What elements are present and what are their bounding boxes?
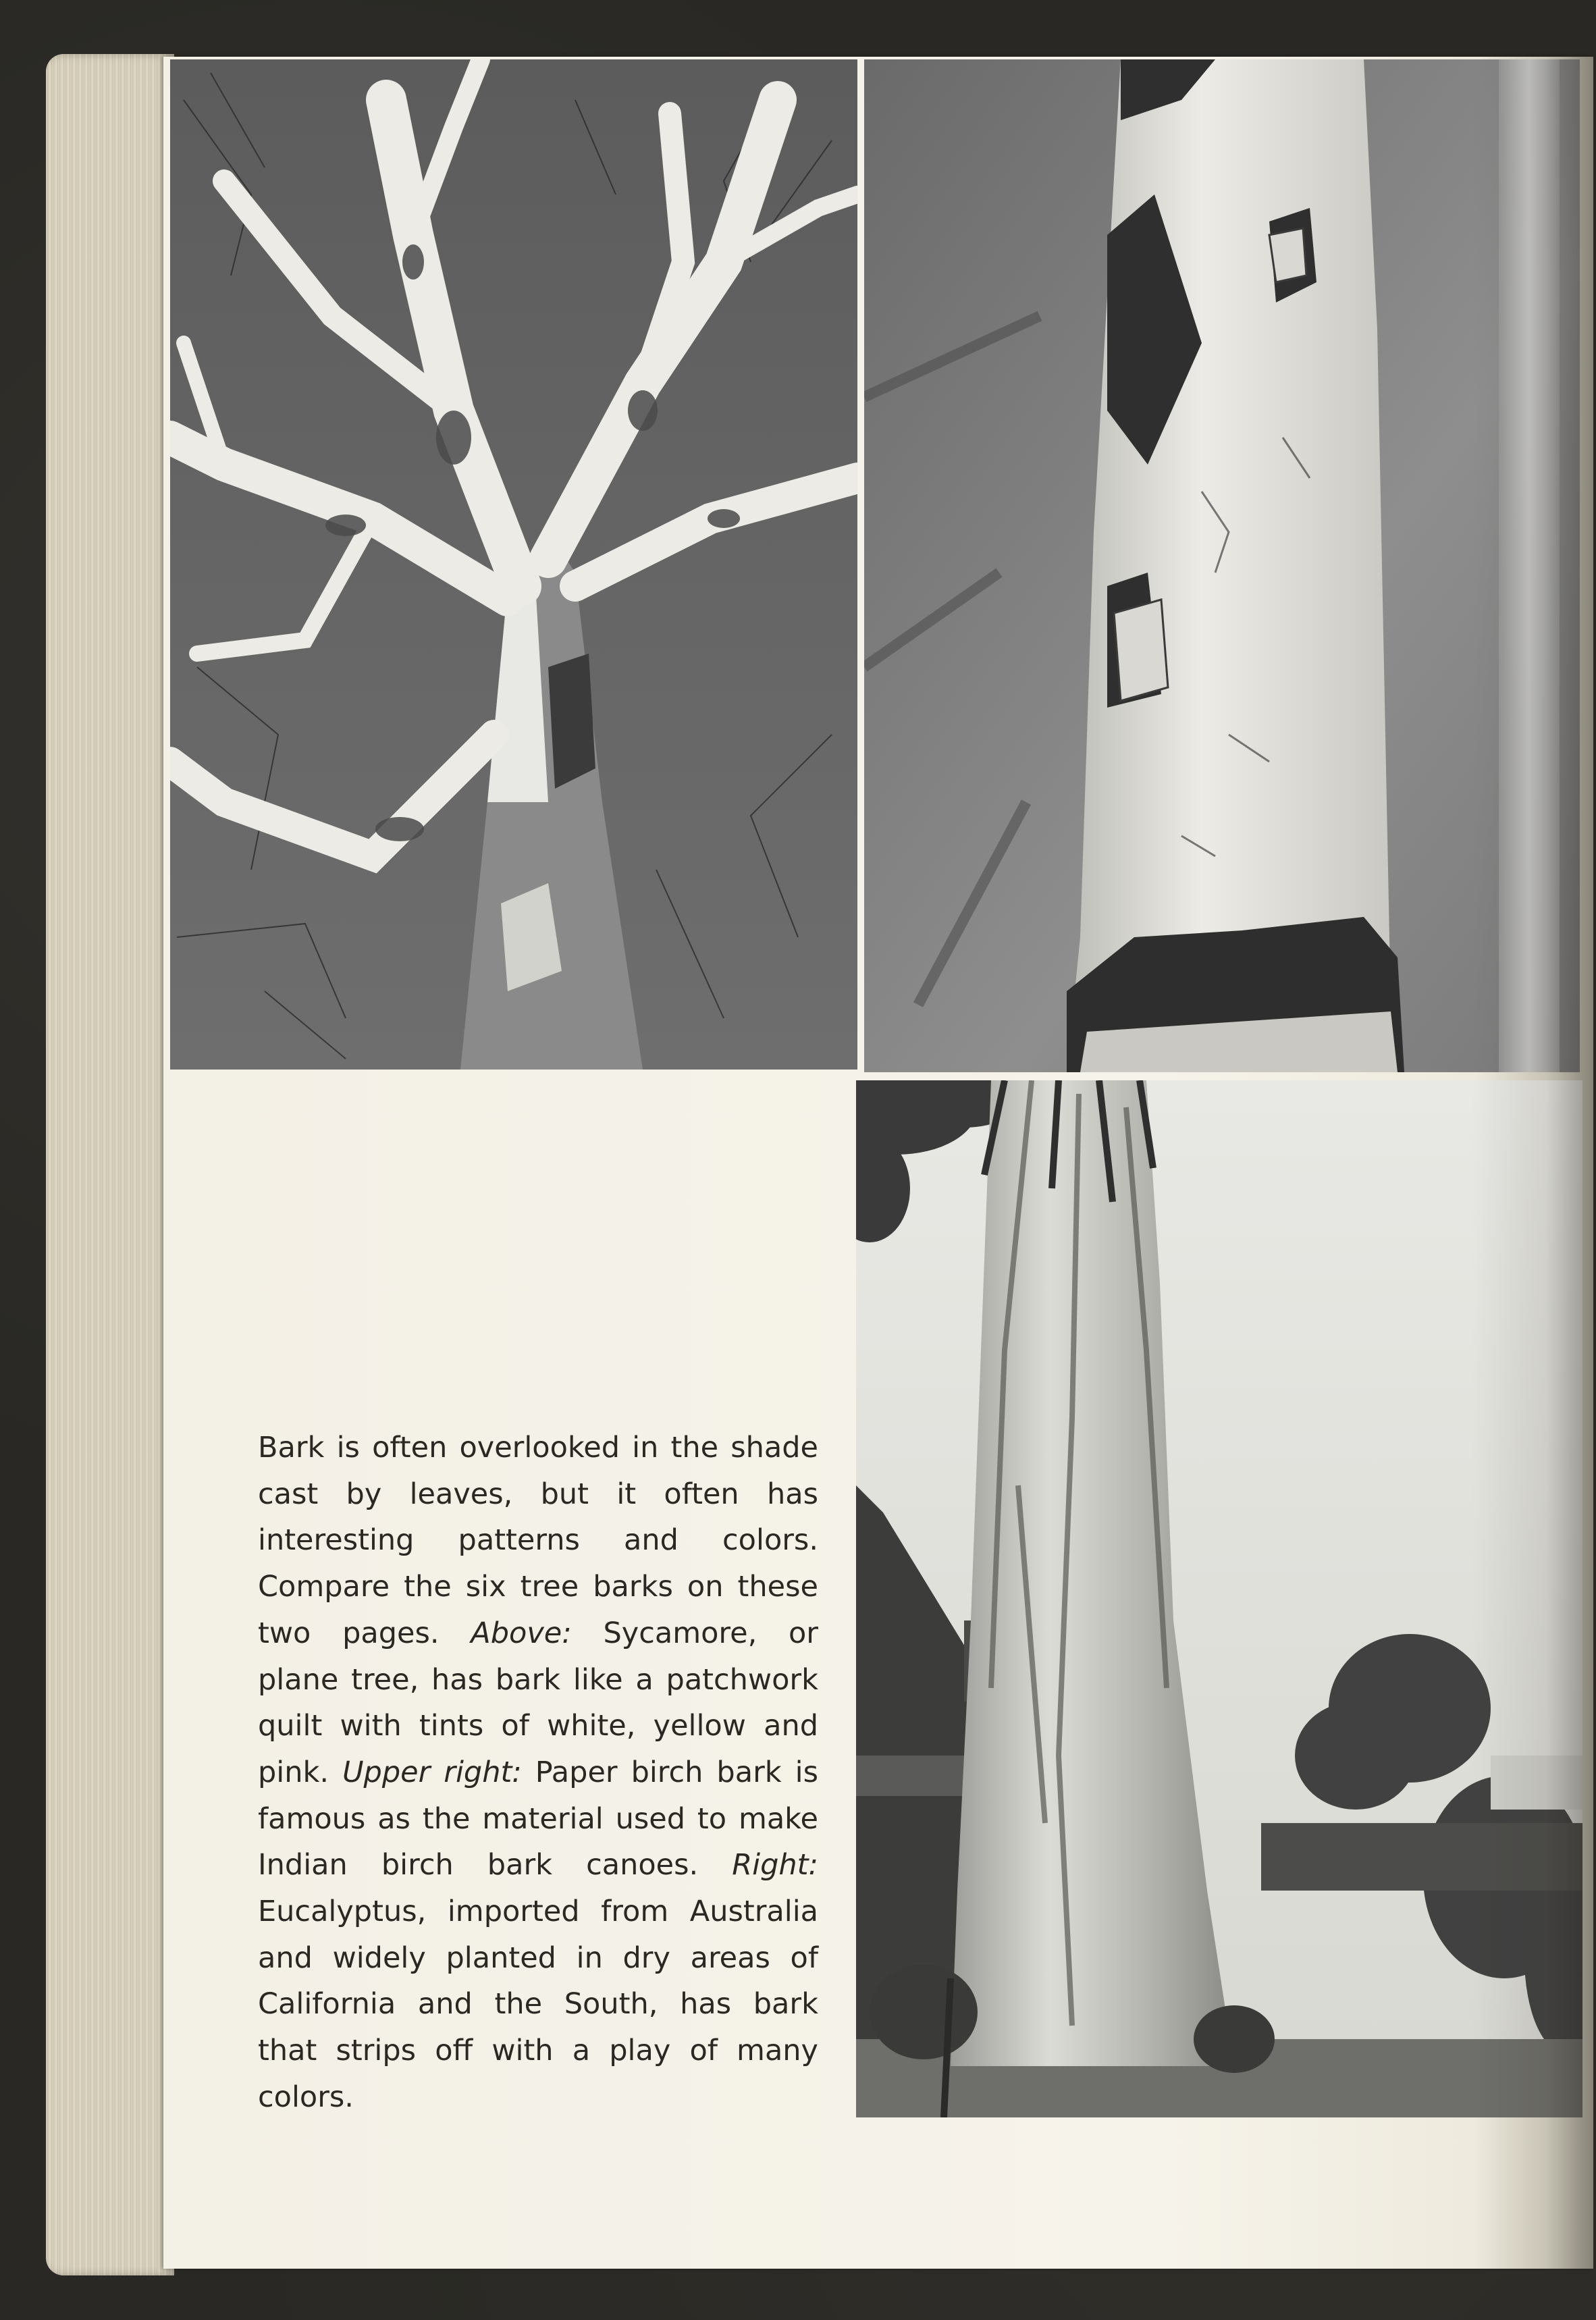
paper-birch-illustration <box>864 59 1580 1072</box>
caption-upper-right-label: Upper right: <box>342 1755 522 1789</box>
eucalyptus-photo <box>856 1080 1582 2117</box>
book-page-edges <box>46 54 174 2275</box>
caption-sycamore-text: Sycamore, or plane tree, has bark like a patchwork quilt with tints of white, yellow and pink. <box>258 1616 818 1789</box>
caption-above-label: Above: <box>471 1616 572 1650</box>
caption-intro: Bark is often overlooked in the shade cast by leaves, but it often has interesting patterns and colors. Compare the six tree barks on these two pages. <box>258 1431 818 1650</box>
sycamore-illustration <box>170 59 857 1070</box>
caption-eucalyptus-text: Eucalyptus, imported from Australia and widely planted in dry areas of California and the South, has bark that strips off with a play of many colors. <box>258 1895 818 2114</box>
sycamore-photo <box>170 59 857 1070</box>
caption-paragraph <box>258 1425 818 2121</box>
caption-birch-text: Paper birch bark is famous as the material used to make Indian birch bark canoes. <box>258 1755 819 1882</box>
caption-right-label: Right: <box>732 1848 818 1882</box>
paper-birch-photo <box>864 59 1580 1072</box>
eucalyptus-illustration <box>856 1080 1582 2117</box>
